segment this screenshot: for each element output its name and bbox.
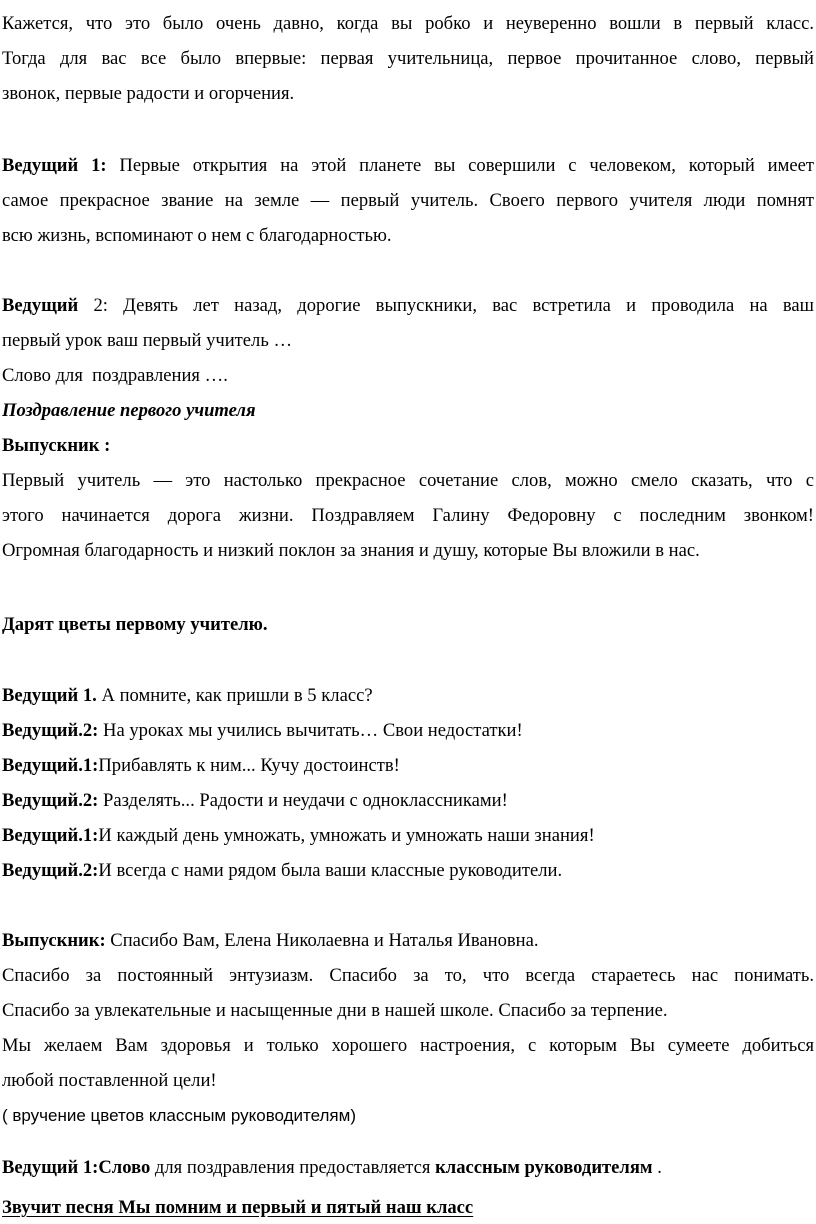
- emphasis-text: классным руководителям: [435, 1157, 653, 1178]
- dialogue-line: [2, 789, 814, 813]
- host2-line-3: Слово для поздравления ….: [2, 365, 228, 386]
- speaker-label: Ведущий.1:: [2, 755, 99, 776]
- intro-line-1: Кажется, что это было очень давно, когда вы робко и неуверенно вошли в первый класс.: [2, 13, 814, 34]
- speech-text: Спасибо Вам, Елена Николаевна и Наталья Ивановна.: [105, 930, 539, 951]
- speaker-label: Ведущий.2:: [2, 790, 99, 811]
- speaker-label: Ведущий.2:: [2, 860, 99, 881]
- graduate-label: [2, 434, 814, 458]
- intro-line-2: Тогда для вас все было впервые: первая учительница, первое прочитанное слово, первый: [2, 48, 814, 69]
- speaker-label: Ведущий.1:: [2, 825, 99, 846]
- host1-line-3: всю жизнь, вспоминают о нем с благодарностью.: [2, 225, 392, 246]
- dialogue-line: [2, 754, 814, 778]
- speech-text: А помните, как пришли в 5 класс?: [96, 685, 373, 706]
- speaker-label: Выпускник:: [2, 930, 106, 951]
- speaker-label: Ведущий: [2, 295, 79, 316]
- intro-line-3: звонок, первые радости и огорчения.: [2, 83, 295, 104]
- graduate-line-2: этого начинается дорога жизни. Поздравляем Галину Федоровну с последним звонком!: [2, 505, 814, 526]
- speaker-label: Ведущий.2:: [2, 720, 99, 741]
- dialogue-line: [2, 719, 814, 743]
- congrats-heading: Поздравление первого учителя: [2, 400, 256, 421]
- dialogue-line: [2, 859, 814, 883]
- thanks-line-1: [2, 929, 814, 953]
- speech-text: 2: Девять лет назад, дорогие выпускники, вас встретила и проводила на ваш: [78, 295, 814, 316]
- speech-text: И всегда с нами рядом была ваши классные руководители.: [98, 860, 563, 881]
- speaker-label: Ведущий 1.: [2, 685, 97, 706]
- host1-line-2: самое прекрасное звание на земле — первый учитель. Своего первого учителя люди помнят: [2, 190, 814, 211]
- dialogue-line: [2, 824, 814, 848]
- song-heading: [2, 1196, 814, 1220]
- flowers-heading: [2, 613, 814, 637]
- thanks-line-4: Мы желаем Вам здоровья и только хорошего настроения, с которым Вы сумеете добиться: [2, 1035, 814, 1056]
- speech-text: .: [652, 1157, 662, 1178]
- speaker-label: Выпускник :: [2, 435, 111, 456]
- speech-text: для поздравления предоставляется: [150, 1157, 436, 1178]
- thanks-line-3: Спасибо за увлекательные и насыщенные дни в нашей школе. Спасибо за терпение.: [2, 1000, 668, 1021]
- speaker-label: Ведущий 1:: [2, 155, 107, 176]
- graduate-line-3: Огромная благодарность и низкий поклон за знания и душу, которые Вы вложили в нас.: [2, 540, 700, 561]
- host2-line-1: [2, 294, 814, 318]
- final-line: [2, 1156, 814, 1180]
- speaker-label: Ведущий 1:Слово: [2, 1157, 151, 1178]
- speech-text: Первые открытия на этой планете вы совершили с человеком, который имеет: [106, 155, 814, 176]
- speech-text: Прибавлять к ним... Кучу достоинств!: [98, 755, 400, 776]
- flowers-heading-text: Дарят цветы первому учителю.: [2, 614, 268, 635]
- thanks-line-5: любой поставленной цели!: [2, 1070, 217, 1091]
- host2-line-2: первый урок ваш первый учитель …: [2, 330, 293, 351]
- speech-text: На уроках мы учились вычитать… Свои недостатки!: [98, 720, 523, 741]
- stage-direction: ( вручение цветов классным руководителям): [2, 1106, 356, 1125]
- speech-text: Разделять... Радости и неудачи с одноклассниками!: [98, 790, 508, 811]
- host1-line-1: [2, 154, 814, 178]
- dialogue-line: [2, 684, 814, 708]
- speech-text: И каждый день умножать, умножать и умножать наши знания!: [98, 825, 595, 846]
- graduate-line-1: Первый учитель — это настолько прекрасное сочетание слов, можно смело сказать, что с: [2, 470, 814, 491]
- song-title: Звучит песня Мы помним и первый и пятый наш класс: [2, 1197, 474, 1218]
- thanks-line-2: Спасибо за постоянный энтузиазм. Спасибо за то, что всегда стараетесь нас понимать.: [2, 965, 814, 986]
